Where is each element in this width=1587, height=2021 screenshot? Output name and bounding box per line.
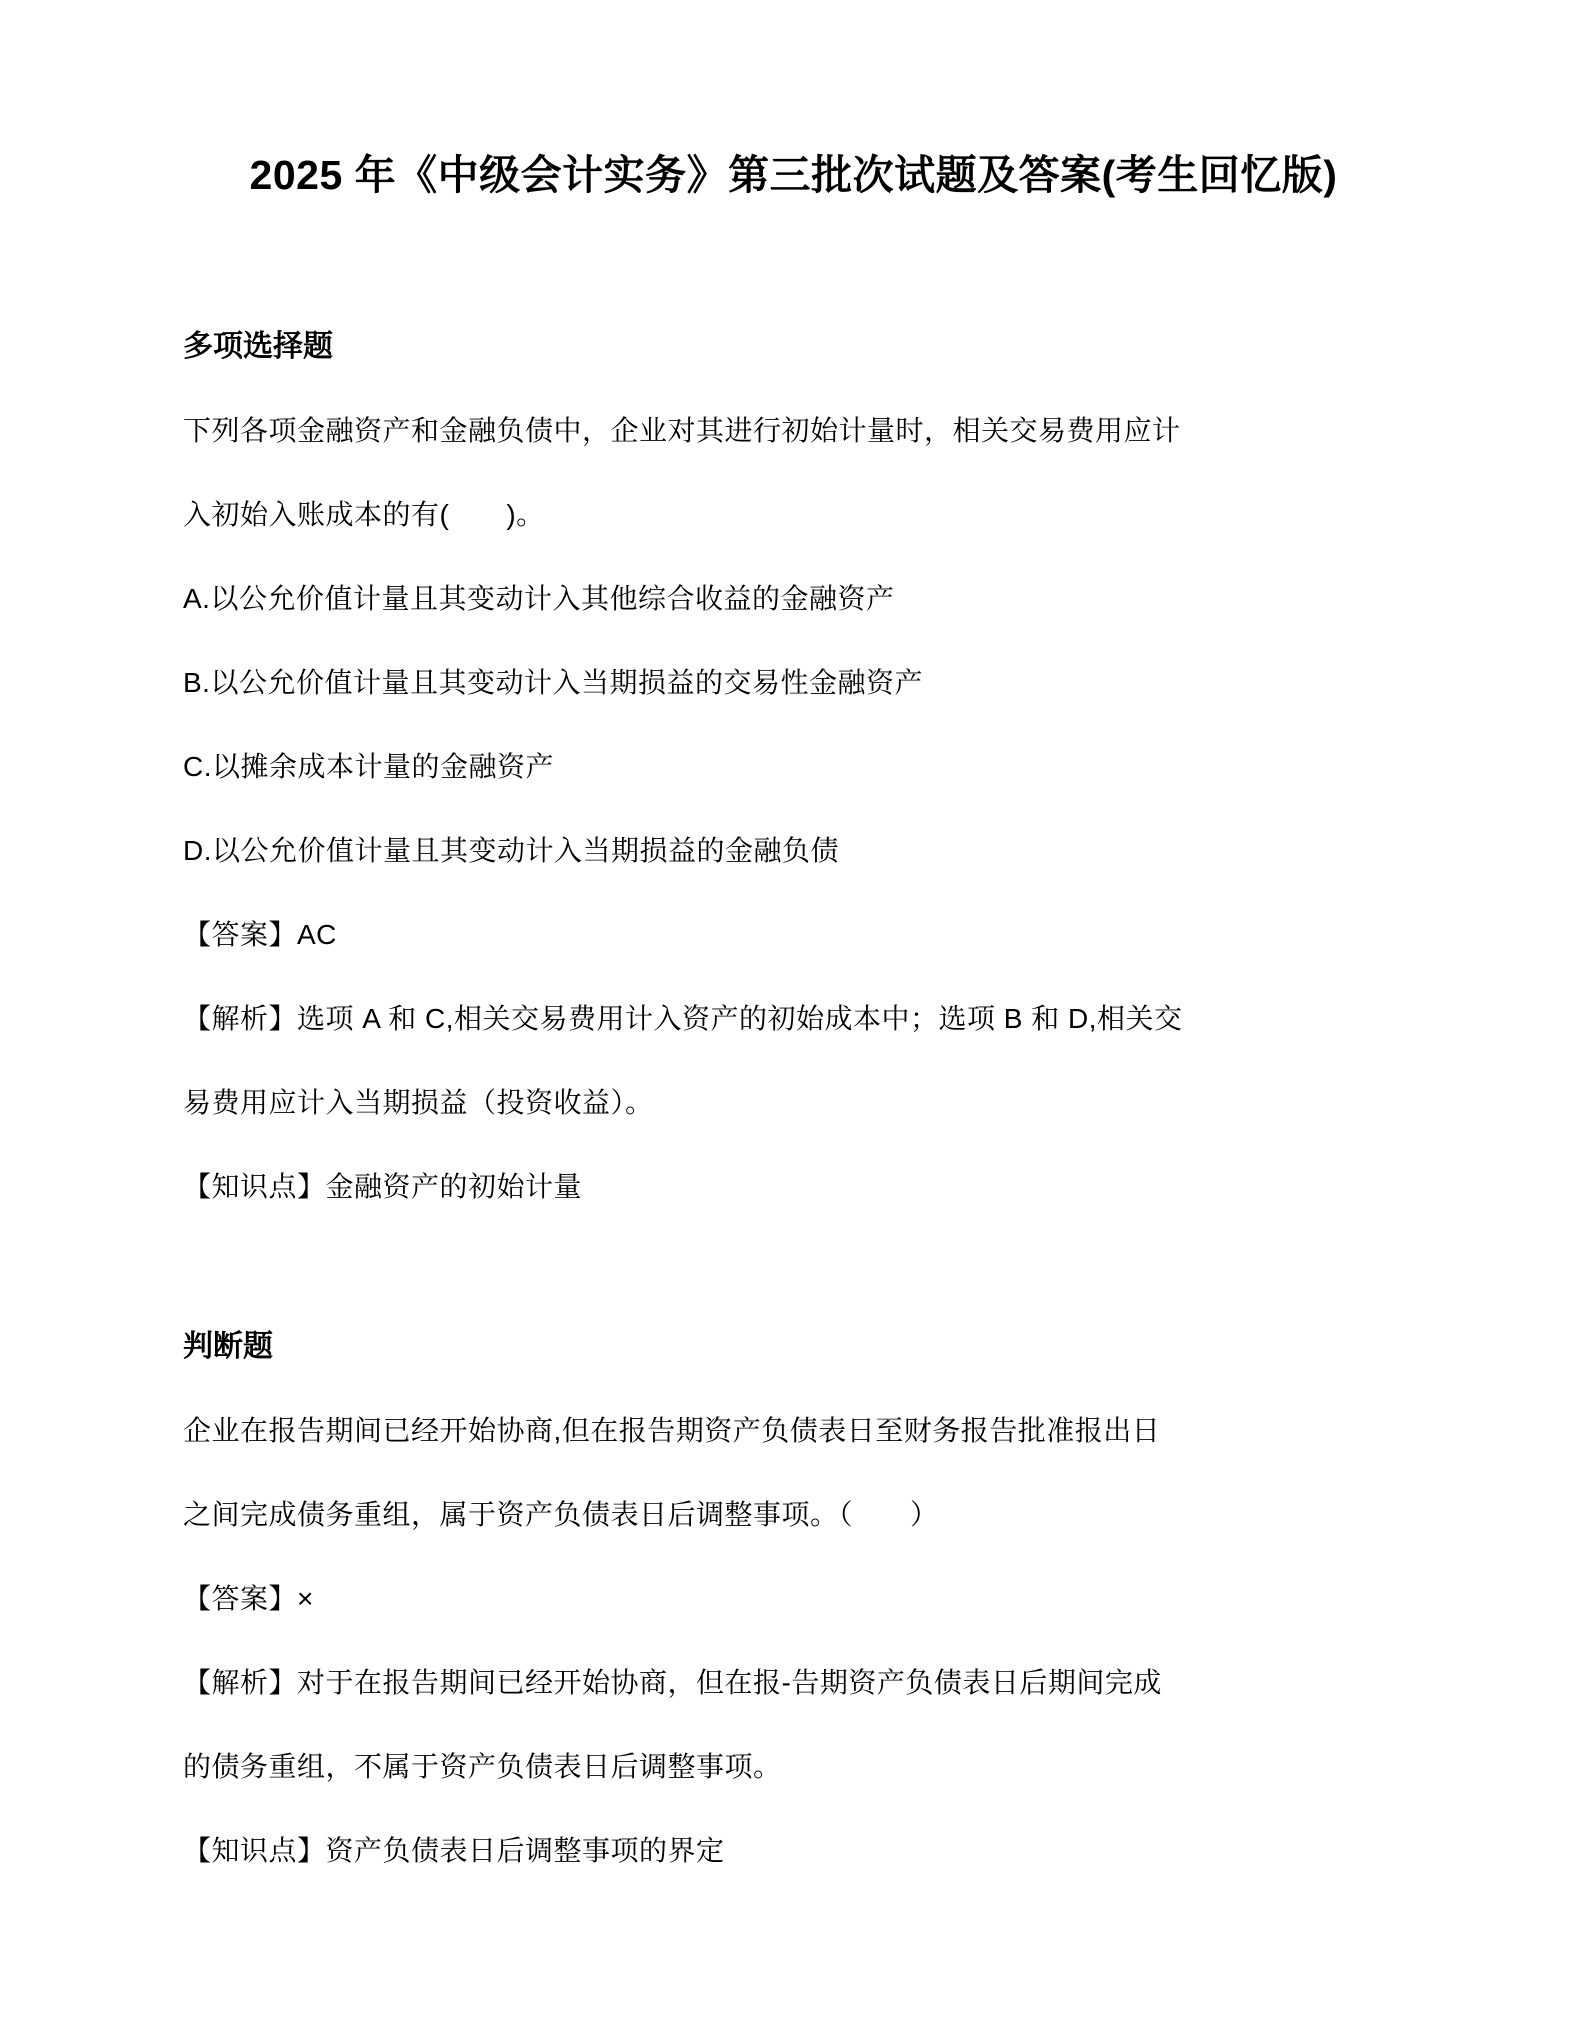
mcq-section bbox=[183, 305, 1437, 1229]
document-content bbox=[0, 305, 1587, 1893]
mcq-option-c: C.以摊余成本计量的金融资产 bbox=[183, 751, 555, 782]
mcq-question-line-2: 入初始入账成本的有( )。 bbox=[183, 499, 545, 530]
mcq-option-a: A.以公允价值计量且其变动计入其他综合收益的金融资产 bbox=[183, 583, 895, 614]
mcq-analysis-line-2: 易费用应计入当期损益（投资收益）。 bbox=[183, 1087, 654, 1118]
mcq-answer: 【答案】AC bbox=[183, 919, 337, 950]
tf-question-line-1: 企业在报告期间已经开始协商,但在报告期资产负债表日至财务报告批准报出日 bbox=[183, 1415, 1161, 1446]
tf-question-line-2: 之间完成债务重组，属于资产负债表日后调整事项。（ ） bbox=[183, 1499, 939, 1530]
mcq-option-d: D.以公允价值计量且其变动计入当期损益的金融负债 bbox=[183, 835, 840, 866]
tf-analysis-line-2: 的债务重组，不属于资产负债表日后调整事项。 bbox=[183, 1751, 782, 1782]
document-title: 2025 年《中级会计实务》第三批次试题及答案(考生回忆版) bbox=[249, 152, 1338, 198]
mcq-knowledge-point: 【知识点】金融资产的初始计量 bbox=[183, 1171, 583, 1202]
tf-heading: 判断题 bbox=[183, 1330, 273, 1363]
tf-section bbox=[183, 1305, 1437, 1893]
mcq-heading: 多项选择题 bbox=[183, 330, 333, 363]
mcq-question-line-1: 下列各项金融资产和金融负债中，企业对其进行初始计量时，相关交易费用应计 bbox=[183, 415, 1181, 446]
tf-knowledge-point: 【知识点】资产负债表日后调整事项的界定 bbox=[183, 1835, 725, 1866]
tf-answer: 【答案】× bbox=[183, 1583, 314, 1614]
mcq-option-b: B.以公允价值计量且其变动计入当期损益的交易性金融资产 bbox=[183, 667, 923, 698]
tf-analysis-line-1: 【解析】对于在报告期间已经开始协商，但在报-告期资产负债表日后期间完成 bbox=[183, 1667, 1162, 1698]
mcq-analysis-line-1: 【解析】选项 A 和 C,相关交易费用计入资产的初始成本中；选项 B 和 D,相关交 bbox=[183, 1003, 1183, 1034]
